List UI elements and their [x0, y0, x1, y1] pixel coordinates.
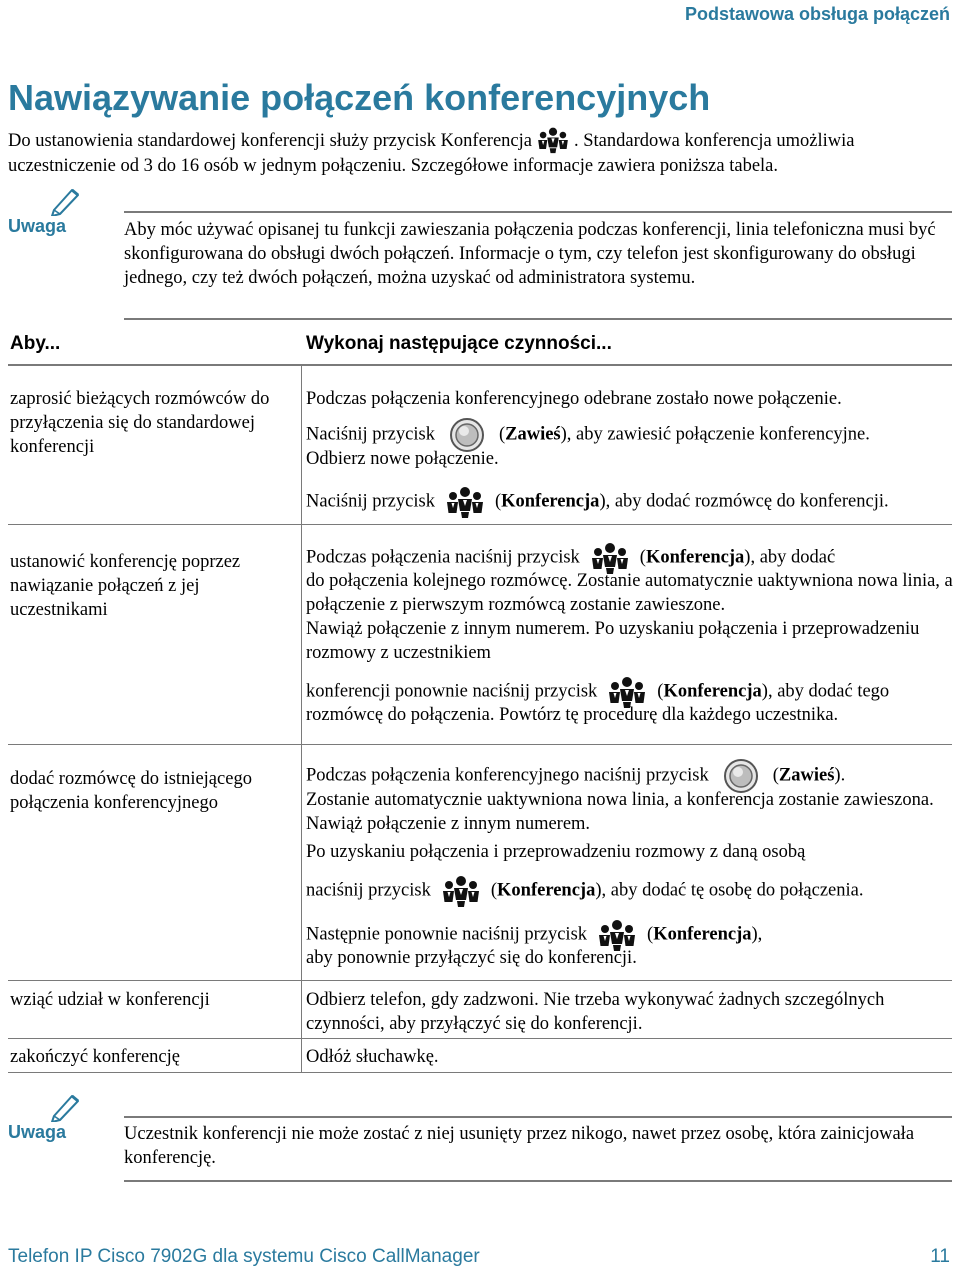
pencil-icon [48, 186, 82, 216]
step-text: Po uzyskaniu połączenia i przeprowadzeniu rozmowy z daną osobą [306, 842, 806, 862]
step-text: ( [657, 681, 664, 702]
step-text: ( [772, 765, 779, 786]
note-label: Uwaga [8, 1122, 67, 1142]
button-name: Konferencja [497, 880, 596, 901]
button-name: Konferencja [645, 547, 745, 568]
step-text: ( [639, 547, 646, 568]
step-text: ), aby dodać tę osobę do połączenia. [595, 880, 864, 901]
table-row-divider [8, 980, 952, 981]
step-text: naciśnij przycisk [306, 880, 431, 901]
page-number: 11 [930, 1246, 950, 1267]
note-rule-top [124, 1116, 952, 1118]
table-row-goal: zakończyć konferencję [10, 1047, 180, 1067]
step-text: ( [490, 880, 498, 901]
note-rule-bottom [124, 1180, 952, 1182]
step-text: rozmówcę do połączenia. Powtórz tę procedurę dla każdego uczestnika. [306, 705, 839, 725]
note-text: Aby móc używać opisanej tu funkcji zawieszania połączenia podczas konferencji, linia telefoniczna musi być skonfigurowana do obsługi dwóch połączeń. Informacje o tym, czy telefon jest skonfigurowany do obsługi jednego, czy też dwóch połączeń, można uzyskać od administratora systemu. [124, 220, 936, 288]
table-row-steps [306, 988, 956, 1036]
step-text: Odłóż słuchawkę. [306, 1047, 439, 1067]
step-text: Zostanie automatycznie uaktywniona nowa linia, a konferencja zostanie zawieszona. Nawiąż połączenie z innym numerem. [306, 790, 934, 834]
section-title: Podstawowa obsługa połączeń [684, 4, 950, 24]
conference-icon [441, 874, 481, 908]
table-row-steps [306, 387, 956, 519]
pencil-icon [48, 1092, 82, 1122]
step-text: ), [751, 924, 763, 945]
column-header-goal: Aby... [10, 333, 61, 354]
step-text: Podczas połączenia naciśnij przycisk [306, 547, 580, 568]
column-header-steps: Wykonaj następujące czynności... [306, 333, 612, 354]
step-text: konferencji ponownie naciśnij przycisk [306, 681, 598, 702]
step-text: Naciśnij przycisk [306, 491, 435, 512]
button-name: Konferencja [653, 924, 752, 945]
button-name: Konferencja [501, 491, 600, 512]
table-row-steps [306, 541, 956, 727]
step-text: Podczas połączenia konferencyjnego odebrane zostało nowe połączenie. [306, 389, 842, 409]
step-text: Podczas połączenia konferencyjnego naciśnij przycisk [306, 765, 709, 786]
note-rule-top [124, 211, 952, 213]
table-row-goal: ustanowić konferencję poprzez nawiązanie połączeń z jej uczestnikami [10, 552, 241, 620]
step-text: ), aby dodać tego [761, 681, 890, 702]
step-text: ( [647, 924, 654, 945]
step-text: Naciśnij przycisk [306, 424, 435, 445]
intro-text-start: Do ustanowienia standardowej konferencji służy przycisk Konferencja [8, 131, 532, 151]
note-text: Uczestnik konferencji nie może zostać z niej usunięty przez nikogo, nawet przez osobę, która zainicjowała konferencję. [124, 1124, 915, 1168]
table-header-rule [8, 364, 952, 366]
table-row-divider [8, 524, 952, 525]
step-line [306, 874, 956, 908]
step-text: ( [498, 424, 506, 445]
table-row-goal: dodać rozmówcę do istniejącego połączenia konferencyjnego [10, 769, 252, 813]
table-row-goal: wziąć udział w konferencji [10, 990, 210, 1010]
step-text: aby ponownie przyłączyć się do konferencji. [306, 948, 637, 968]
table-row-steps [306, 1045, 956, 1069]
page-title: Nawiązywanie połączeń konferencyjnych [8, 77, 711, 118]
step-text: ), aby zawiesić połączenie konferencyjne. [560, 424, 870, 445]
table-column-divider [301, 364, 302, 1072]
footer-title: Telefon IP Cisco 7902G dla systemu Cisco CallManager [8, 1246, 480, 1267]
step-text: Nawiąż połączenie z innym numerem. Po uzyskaniu połączenia i przeprowadzeniu rozmowy z uczestnikiem [306, 619, 920, 663]
step-text: Następnie ponownie naciśnij przycisk [306, 924, 588, 945]
step-text: Odbierz nowe połączenie. [306, 449, 499, 469]
step-text: do połączenia kolejnego rozmówcę. Zostanie automatycznie uaktywniona nowa linia, a połączenie z pierwszym rozmówcą zostanie zawieszone. [306, 571, 953, 615]
step-text: Odbierz telefon, gdy zadzwoni. Nie trzeba wykonywać żadnych szczególnych czynności, aby przyłączyć się do konferencji. [306, 990, 885, 1034]
intro-text-end: . Standardowa konferencja umożliwia uczestniczenie od 3 do 16 osób w jednym połączeniu. Szczegółowe informacje zawiera poniższa tabela. [8, 131, 855, 176]
intro-paragraph [8, 126, 953, 178]
note-rule-bottom [124, 318, 952, 320]
conference-icon [445, 485, 485, 519]
table-row-goal: zaprosić bieżących rozmówców do przyłączenia się do standardowej konferencji [10, 389, 270, 457]
button-name: Konferencja [663, 681, 762, 702]
step-line [306, 485, 956, 519]
note-label: Uwaga [8, 216, 67, 236]
button-name: Zawieś [505, 424, 561, 445]
button-name: Zawieś [778, 765, 835, 786]
step-text: ), aby dodać [744, 547, 836, 568]
step-text: ( [494, 491, 502, 512]
step-text: ). [834, 765, 846, 786]
table-row-divider [8, 1038, 952, 1039]
table-row-steps [306, 758, 956, 970]
conference-icon [535, 126, 571, 154]
table-bottom-rule [8, 1072, 952, 1073]
table-row-divider [8, 744, 952, 745]
step-text: ), aby dodać rozmówcę do konferencji. [599, 491, 889, 512]
